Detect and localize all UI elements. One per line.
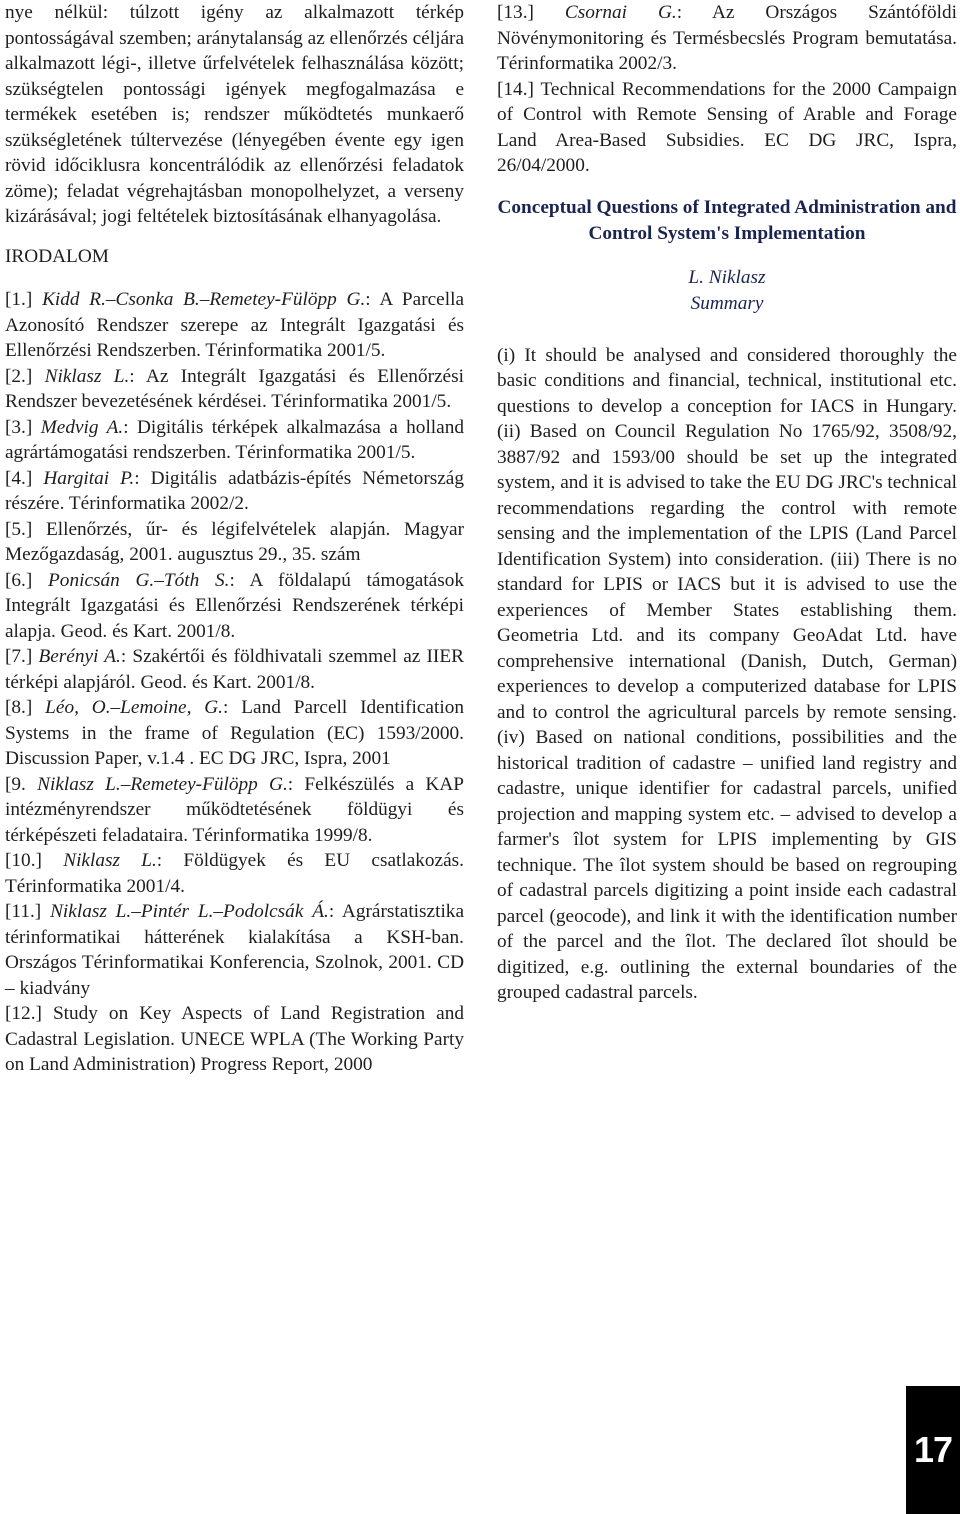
reference-item: [6.] Ponicsán G.–Tóth S.: A földalapú támogatások Integrált Igazgatási és Ellenőrzési Rendszerének térképi alapja. Geod. és Kart. 2001/8. — [5, 569, 465, 642]
reference-item: [9. Niklasz L.–Remetey-Fülöpp G.: Felkészülés a KAP intézményrendszer működtetésének földügyi és térképészeti feladataira. Térinformatika 1999/8. — [5, 773, 464, 846]
english-summary-header — [497, 195, 957, 317]
reference-item: [8.] Léo, O.–Lemoine, G.: Land Parcell Identification Systems in the frame of Regulation (EC) 1593/2000. Discussion Paper, v.1.4 . EC DG JRC, Ispra, 2001 — [5, 697, 464, 769]
references-list — [5, 287, 464, 1078]
intro-paragraph: nye nélkül: túlzott igény az alkalmazott térkép pontosságával szemben; aránytalanság az ellenőrzés céljára alkalmazott légi-, illetve űrfelvételek felhasználása között; szükségtelen pontossági igények megfogalmazása e termékek esetében is; rendszer működtetés munkaerő szükségletének túltervezése (lényegében évente egy igen rövid időciklusra koncentrálódik az ellenőrzési feladatok zöme); feladat végrehajtásban monopolhelyzet, a verseny kizárásával; jogi feltételek biztosításának elhanyagolása. — [5, 2, 464, 227]
reference-item: [13.] Csornai G.: Az Országos Szántóföldi Növénymonitoring és Termésbecslés Program bemutatása. Térinformatika 2002/3. — [497, 2, 957, 74]
reference-item: [5.] Ellenőrzés, űr- és légifelvételek alapján. Magyar Mezőgazdaság, 2001. augusztus 29., 35. szám — [5, 518, 464, 565]
reference-item: [1.] Kidd R.–Csonka B.–Remetey-Fülöpp G.: A Parcella Azonosító Rendszer szerepe az Integrált Igazgatási és Ellenőrzési Rendszerben. Térinformatika 2001/5. — [5, 289, 465, 361]
reference-item: [4.] Hargitai P.: Digitális adatbázis-építés Németország részére. Térinformatika 2002/2. — [5, 467, 464, 514]
right-column — [497, 0, 957, 1006]
reference-item: [2.] Niklasz L.: Az Integrált Igazgatási és Ellenőrzési Rendszer bevezetésének kérdései. Térinformatika 2001/5. — [5, 365, 464, 412]
reference-item: [14.] Technical Recommendations for the 2000 Campaign of Control with Remote Sensing of Arable and Forage Land Area-Based Subsidies. EC DG JRC, Ispra, 26/04/2000. — [497, 78, 957, 176]
reference-item: [10.] Niklasz L.: Földügyek és EU csatlakozás. Térinformatika 2001/4. — [5, 850, 464, 897]
paper-title: Conceptual Questions of Integrated Administration and Control System's Implementation — [497, 196, 957, 244]
summary-label: Summary — [690, 292, 764, 314]
author-name: L. Niklasz — [688, 266, 766, 288]
reference-item: [11.] Niklasz L.–Pintér L.–Podolcsák Á.: Agrárstatisztika térinformatikai hátterének kialakítása a KSH-ban. Országos Térinformatikai Konferencia, Szolnok, 2001. CD – kiadvány — [5, 901, 465, 999]
left-column — [5, 0, 464, 1078]
reference-item: [12.] Study on Key Aspects of Land Registration and Cadastral Legislation. UNECE WPLA (The Working Party on Land Administration) Progress Report, 2000 — [5, 1003, 464, 1075]
page-number: 17 — [906, 1386, 960, 1514]
references-heading: IRODALOM — [5, 245, 109, 267]
summary-text: (i) It should be analysed and considered thoroughly the basic conditions and financial, technical, institutional etc. questions to develop a conception for IACS in Hungary. (ii) Based on Council Regulation No 1765/92, 3508/92, 3887/92 and 1593/00 should be set up the integrated system, and it is advised to take the EU DG JRC's technical recommendations regarding the control with remote sensing and the implementation of the LPIS (Land Parcel Identification System) into consideration. (iii) There is no standard for LPIS or IACS but it is advised to use the experiences of Member States establishing them. Geometria Ltd. and its company GeoAdat Ltd. have comprehensive international (Danish, Dutch, German) experiences to develop a computerized database for LPIS and to control the agricultural parcels by remote sensing. (iv) Based on national conditions, possibilities and the historical tradition of cadastre – unified land registry and cadastre, unique identifier for cadastral parcels, unified projection and mapping system etc. – advised to develop a farmer's îlot system for LPIS implementing by GIS technique. The îlot system should be based on regrouping of cadastral parcels digitizing a point inside each cadastral parcel (geocode), and link it with the identification number of the parcel and the îlot. The declared îlot should be digitized, e.g. outlining the external boundaries of the grouped cadastral parcels. — [497, 344, 957, 1003]
reference-item: [7.] Berényi A.: Szakértői és földhivatali szemmel az IIER térképi alapjáról. Geod. és Kart. 2001/8. — [5, 646, 464, 693]
reference-item: [3.] Medvig A.: Digitális térképek alkalmazása a holland agrártámogatási rendszerben. Térinformatika 2001/5. — [5, 416, 464, 463]
